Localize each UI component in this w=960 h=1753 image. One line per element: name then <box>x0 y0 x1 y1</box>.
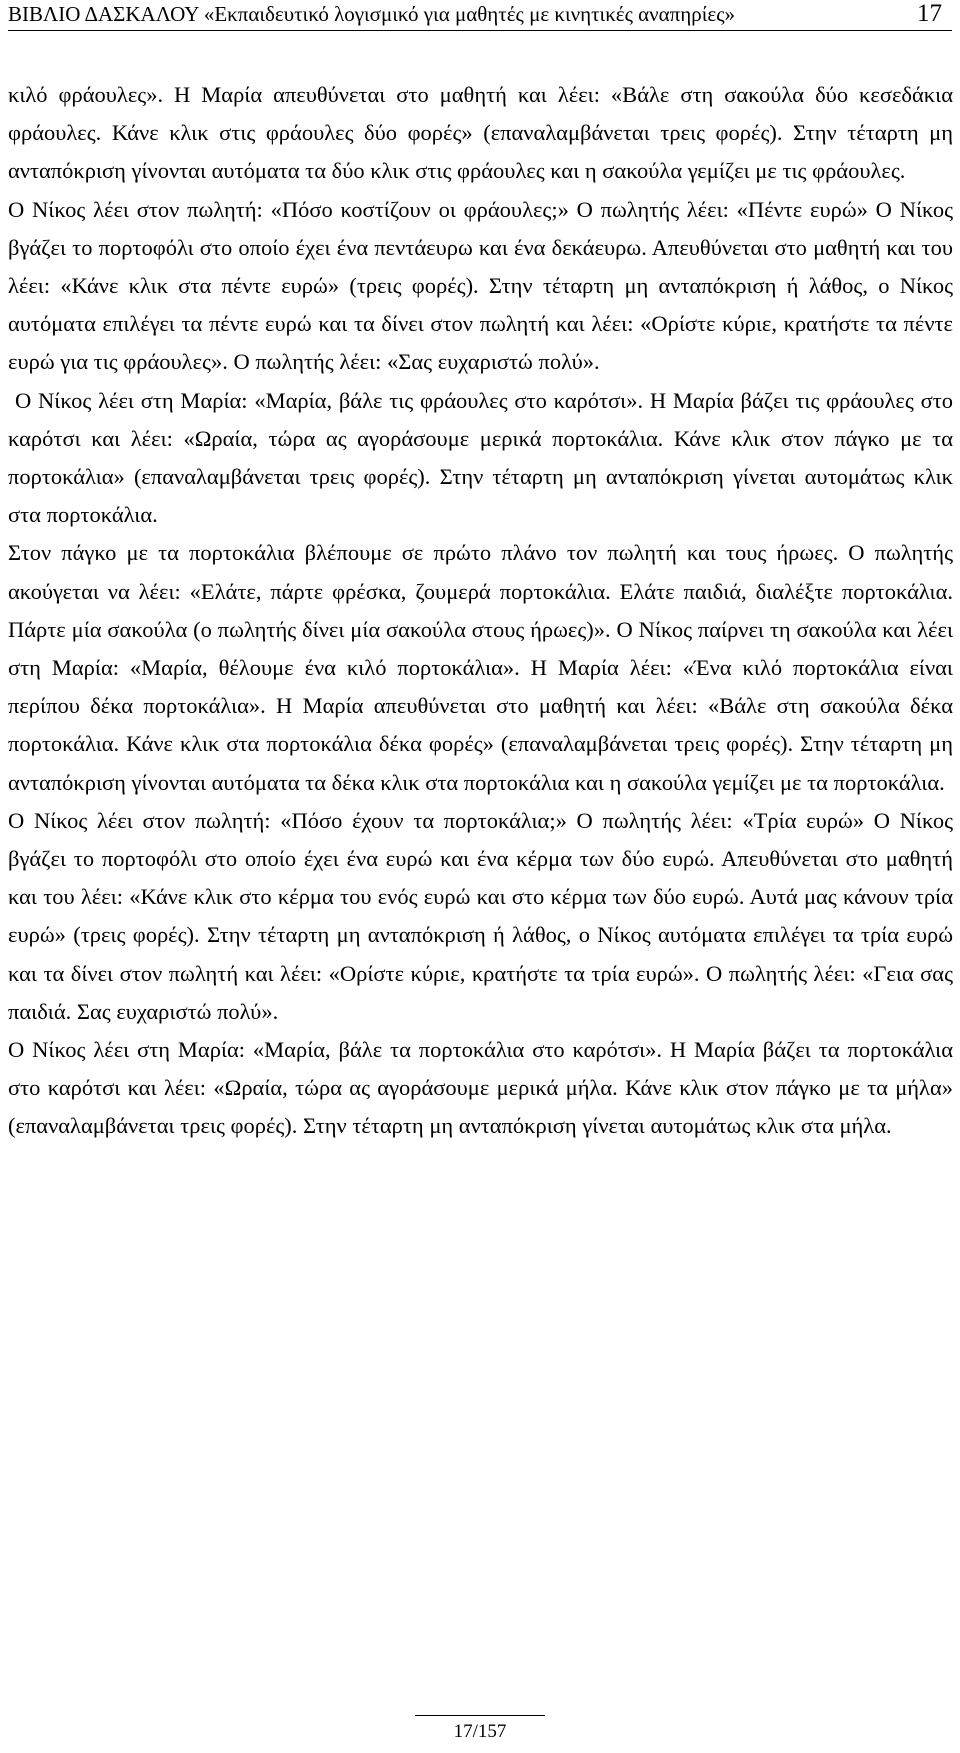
paragraph: Ο Νίκος λέει στον πωλητή: «Πόσο έχουν τα πορτοκάλια;» Ο πωλητής λέει: «Τρία ευρώ» Ο Νίκος βγάζει το πορτοφόλι στο οποίο έχει ένα ευρώ και ένα κέρμα των δύο ευρώ. Απευθύνεται στο μαθητή και του λέει: «Κάνε κλικ στο κέρμα του ενός ευρώ και στο κέρμα των δύο ευρώ. Αυτά μας κάνουν τρία ευρώ» (τρεις φορές). Στην τέταρτη μη ανταπόκριση ή λάθος, ο Νίκος αυτόματα επιλέγει τα τρία ευρώ και τα δίνει στον πωλητή και λέει: «Ορίστε κύριε, κρατήστε τα τρία ευρώ». Ο πωλητής λέει: «Γεια σας παιδιά. Σας ευχαριστώ πολύ». <box>8 807 953 1024</box>
document-body <box>8 76 953 1146</box>
paragraph: Ο Νίκος λέει στη Μαρία: «Μαρία, βάλε τα πορτοκάλια στο καρότσι». Η Μαρία βάζει τα πορτοκάλια στο καρότσι και λέει: «Ωραία, τώρα ας αγοράσουμε μερικά μήλα. Κάνε κλικ στον πάγκο με τα μήλα» (επαναλαμβάνεται τρεις φορές). Στην τέταρτη μη ανταπόκριση γίνεται αυτομάτως κλικ στα μήλα. <box>8 1037 953 1139</box>
header-title: ΒΙΒΛΙΟ ΔΑΣΚΑΛΟΥ «Εκπαιδευτικό λογισμικό για μαθητές με κινητικές αναπηρίες» <box>8 2 736 26</box>
footer-page-label: 17/157 <box>453 1721 507 1742</box>
paragraph: Ο Νίκος λέει στον πωλητή: «Πόσο κοστίζουν οι φράουλες;» Ο πωλητής λέει: «Πέντε ευρώ» Ο Νίκος βγάζει το πορτοφόλι στο οποίο έχει ένα πεντάευρω και ένα δεκάευρω. Απευθύνεται στο μαθητή και του λέει: «Κάνε κλικ στα πέντε ευρώ» (τρεις φορές). Στην τέταρτη μη ανταπόκριση ή λάθος, ο Νίκος αυτόματα επιλέγει τα πέντε ευρώ και τα δίνει στον πωλητή και λέει: «Ορίστε κύριε, κρατήστε τα πέντε ευρώ για τις φράουλες». Ο πωλητής λέει: «Σας ευχαριστώ πολύ». <box>8 196 953 375</box>
header-page-number: 17 <box>917 0 942 27</box>
page-header <box>8 0 952 31</box>
paragraph: Στον πάγκο με τα πορτοκάλια βλέπουμε σε πρώτο πλάνο τον πωλητή και τους ήρωες. Ο πωλητής ακούγεται να λέει: «Ελάτε, πάρτε φρέσκα, ζουμερά πορτοκάλια. Ελάτε παιδιά, διαλέξτε πορτοκάλια. Πάρτε μία σακούλα (ο πωλητής δίνει μία σακούλα στους ήρωες)». Ο Νίκος παίρνει τη σακούλα και λέει στη Μαρία: «Μαρία, θέλουμε ένα κιλό πορτοκάλια». Η Μαρία λέει: «Ένα κιλό πορτοκάλια είναι περίπου δέκα πορτοκάλια». Η Μαρία απευθύνεται στο μαθητή και λέει: «Βάλε στη σακούλα δέκα πορτοκάλια. Κάνε κλικ στα πορτοκάλια δέκα φορές» (επαναλαμβάνεται τρεις φορές). Στην τέταρτη μη ανταπόκριση γίνονται αυτόματα τα δέκα κλικ στα πορτοκάλια και η σακούλα γεμίζει με τα πορτοκάλια. <box>8 540 953 795</box>
paragraph: κιλό φράουλες». Η Μαρία απευθύνεται στο μαθητή και λέει: «Βάλε στη σακούλα δύο κεσεδάκια φράουλες. Κάνε κλικ στις φράουλες δύο φορές» (επαναλαμβάνεται τρεις φορές). Στην τέταρτη μη ανταπόκριση γίνονται αυτόματα τα δύο κλικ στις φράουλες και η σακούλα γεμίζει με τις φράουλες. <box>8 82 953 184</box>
paragraph: Ο Νίκος λέει στη Μαρία: «Μαρία, βάλε τις φράουλες στο καρότσι». Η Μαρία βάζει τις φράουλες στο καρότσι και λέει: «Ωραία, τώρα ας αγοράσουμε μερικά πορτοκάλια. Κάνε κλικ στον πάγκο με τα πορτοκάλια» (επαναλαμβάνεται τρεις φορές). Στην τέταρτη μη ανταπόκριση γίνεται αυτομάτως κλικ στα πορτοκάλια. <box>8 387 953 528</box>
footer-rule <box>415 1715 545 1716</box>
